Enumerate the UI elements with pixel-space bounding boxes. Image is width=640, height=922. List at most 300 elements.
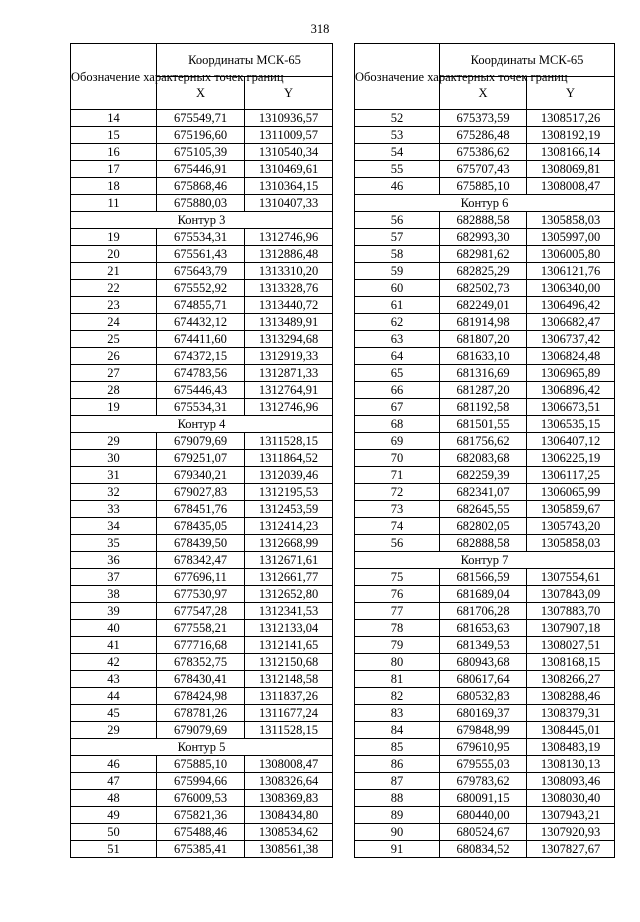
x-value: 681633,10 <box>440 348 527 365</box>
table-row <box>355 790 615 807</box>
table-row <box>355 127 615 144</box>
table-row <box>71 331 333 348</box>
y-value: 1310469,61 <box>245 161 333 178</box>
x-value: 680617,64 <box>440 671 527 688</box>
table-row <box>71 552 333 569</box>
y-value: 1306005,80 <box>527 246 615 263</box>
point-id: 29 <box>71 722 157 739</box>
y-value: 1312764,91 <box>245 382 333 399</box>
x-value: 678430,41 <box>157 671 245 688</box>
table-row <box>355 671 615 688</box>
x-value: 682249,01 <box>440 297 527 314</box>
table-row <box>71 399 333 416</box>
y-value: 1306824,48 <box>527 348 615 365</box>
x-value: 675386,62 <box>440 144 527 161</box>
point-id: 37 <box>71 569 157 586</box>
y-value: 1313489,91 <box>245 314 333 331</box>
x-value: 682888,58 <box>440 535 527 552</box>
table-row <box>71 501 333 518</box>
table-row <box>355 110 615 127</box>
x-value: 681501,55 <box>440 416 527 433</box>
y-value: 1306496,42 <box>527 297 615 314</box>
table-row <box>355 144 615 161</box>
contour-row <box>355 195 615 212</box>
coordinates-table-right <box>354 43 615 858</box>
x-value: 675561,43 <box>157 246 245 263</box>
y-value: 1308561,38 <box>245 841 333 858</box>
table-row <box>71 246 333 263</box>
table-row <box>71 484 333 501</box>
y-value: 1306225,19 <box>527 450 615 467</box>
point-id: 29 <box>71 433 157 450</box>
y-value: 1312661,77 <box>245 569 333 586</box>
table-row <box>355 535 615 552</box>
point-id: 52 <box>355 110 440 127</box>
point-id: 23 <box>71 297 157 314</box>
table-row <box>355 603 615 620</box>
point-id: 56 <box>355 212 440 229</box>
x-value: 680440,00 <box>440 807 527 824</box>
y-value: 1307827,67 <box>527 841 615 858</box>
table-row <box>355 484 615 501</box>
x-value: 679610,95 <box>440 739 527 756</box>
x-value: 682083,68 <box>440 450 527 467</box>
y-value: 1308369,83 <box>245 790 333 807</box>
coordinates-table-left <box>70 43 333 858</box>
y-value: 1312148,58 <box>245 671 333 688</box>
table-row <box>71 705 333 722</box>
x-value: 682645,55 <box>440 501 527 518</box>
table-row <box>355 705 615 722</box>
table-row <box>355 348 615 365</box>
y-value: 1308326,64 <box>245 773 333 790</box>
table-row <box>71 178 333 195</box>
x-value: 681756,62 <box>440 433 527 450</box>
table-row <box>355 331 615 348</box>
table-row <box>71 790 333 807</box>
point-id: 30 <box>71 450 157 467</box>
y-value: 1305858,03 <box>527 212 615 229</box>
point-id: 14 <box>71 110 157 127</box>
point-id: 82 <box>355 688 440 705</box>
table-row <box>71 620 333 637</box>
point-id: 42 <box>71 654 157 671</box>
table-row <box>355 263 615 280</box>
point-id: 38 <box>71 586 157 603</box>
y-value: 1308166,14 <box>527 144 615 161</box>
table-row <box>71 518 333 535</box>
point-id: 66 <box>355 382 440 399</box>
y-value: 1312453,59 <box>245 501 333 518</box>
x-value: 679783,62 <box>440 773 527 790</box>
y-value: 1308130,13 <box>527 756 615 773</box>
point-id: 56 <box>355 535 440 552</box>
point-id: 24 <box>71 314 157 331</box>
y-value: 1308093,46 <box>527 773 615 790</box>
point-id: 40 <box>71 620 157 637</box>
point-id: 51 <box>71 841 157 858</box>
table-row <box>71 671 333 688</box>
point-id: 17 <box>71 161 157 178</box>
table-row <box>71 144 333 161</box>
x-value: 681689,04 <box>440 586 527 603</box>
x-value: 675552,92 <box>157 280 245 297</box>
table-row <box>71 348 333 365</box>
point-id: 47 <box>71 773 157 790</box>
point-id: 25 <box>71 331 157 348</box>
x-value: 675488,46 <box>157 824 245 841</box>
x-value: 677716,68 <box>157 637 245 654</box>
x-value: 679079,69 <box>157 722 245 739</box>
y-value: 1307907,18 <box>527 620 615 637</box>
table-row <box>71 195 333 212</box>
x-value: 679079,69 <box>157 433 245 450</box>
x-value: 675994,66 <box>157 773 245 790</box>
x-value: 682802,05 <box>440 518 527 535</box>
y-value: 1308434,80 <box>245 807 333 824</box>
y-header: Y <box>527 77 615 110</box>
table-row <box>355 314 615 331</box>
y-value: 1306673,51 <box>527 399 615 416</box>
x-value: 679555,03 <box>440 756 527 773</box>
point-id: 61 <box>355 297 440 314</box>
point-id: 73 <box>355 501 440 518</box>
point-id: 44 <box>71 688 157 705</box>
x-value: 675105,39 <box>157 144 245 161</box>
point-id: 46 <box>355 178 440 195</box>
point-id: 26 <box>71 348 157 365</box>
table-row <box>71 110 333 127</box>
table-row <box>355 416 615 433</box>
x-value: 675868,46 <box>157 178 245 195</box>
x-value: 682259,39 <box>440 467 527 484</box>
x-value: 678781,26 <box>157 705 245 722</box>
y-value: 1308192,19 <box>527 127 615 144</box>
point-id: 20 <box>71 246 157 263</box>
table-row <box>355 501 615 518</box>
point-id: 31 <box>71 467 157 484</box>
y-value: 1306896,42 <box>527 382 615 399</box>
x-value: 674432,12 <box>157 314 245 331</box>
x-value: 681566,59 <box>440 569 527 586</box>
x-value: 681653,63 <box>440 620 527 637</box>
point-id: 74 <box>355 518 440 535</box>
point-id: 70 <box>355 450 440 467</box>
table-row <box>71 297 333 314</box>
y-value: 1312341,53 <box>245 603 333 620</box>
y-value: 1310407,33 <box>245 195 333 212</box>
x-value: 681316,69 <box>440 365 527 382</box>
y-value: 1308534,62 <box>245 824 333 841</box>
table-row <box>71 773 333 790</box>
point-id: 48 <box>71 790 157 807</box>
y-value: 1308027,51 <box>527 637 615 654</box>
point-id: 77 <box>355 603 440 620</box>
x-value: 675643,79 <box>157 263 245 280</box>
point-id: 50 <box>71 824 157 841</box>
table-row <box>71 841 333 858</box>
point-id: 63 <box>355 331 440 348</box>
table-row <box>355 365 615 382</box>
x-value: 680834,52 <box>440 841 527 858</box>
y-value: 1305858,03 <box>527 535 615 552</box>
point-id: 75 <box>355 569 440 586</box>
x-value: 682981,62 <box>440 246 527 263</box>
y-value: 1312871,33 <box>245 365 333 382</box>
y-value: 1313328,76 <box>245 280 333 297</box>
y-value: 1312652,80 <box>245 586 333 603</box>
contour-label: Контур 5 <box>71 739 333 756</box>
point-id: 86 <box>355 756 440 773</box>
point-id: 59 <box>355 263 440 280</box>
point-id: 72 <box>355 484 440 501</box>
y-value: 1308517,26 <box>527 110 615 127</box>
x-value: 675549,71 <box>157 110 245 127</box>
table-row <box>71 654 333 671</box>
table-row <box>71 127 333 144</box>
x-value: 674855,71 <box>157 297 245 314</box>
table-row <box>355 722 615 739</box>
point-id: 16 <box>71 144 157 161</box>
y-value: 1312133,04 <box>245 620 333 637</box>
x-value: 674411,60 <box>157 331 245 348</box>
table-row <box>71 161 333 178</box>
table-row <box>71 263 333 280</box>
point-id: 78 <box>355 620 440 637</box>
point-id: 27 <box>71 365 157 382</box>
x-value: 682993,30 <box>440 229 527 246</box>
point-id: 43 <box>71 671 157 688</box>
y-value: 1312141,65 <box>245 637 333 654</box>
table-row <box>355 739 615 756</box>
x-value: 680169,37 <box>440 705 527 722</box>
y-value: 1312746,96 <box>245 229 333 246</box>
x-value: 678439,50 <box>157 535 245 552</box>
y-value: 1308288,46 <box>527 688 615 705</box>
x-header: X <box>440 77 527 110</box>
y-value: 1307843,09 <box>527 586 615 603</box>
point-id: 91 <box>355 841 440 858</box>
coords-header: Координаты МСК-65 <box>157 44 333 77</box>
point-id: 88 <box>355 790 440 807</box>
x-value: 675373,59 <box>440 110 527 127</box>
y-value: 1310540,34 <box>245 144 333 161</box>
y-value: 1311837,26 <box>245 688 333 705</box>
point-id: 58 <box>355 246 440 263</box>
y-value: 1306737,42 <box>527 331 615 348</box>
y-value: 1311528,15 <box>245 433 333 450</box>
x-value: 682888,58 <box>440 212 527 229</box>
y-value: 1311528,15 <box>245 722 333 739</box>
point-id: 55 <box>355 161 440 178</box>
x-value: 682825,29 <box>440 263 527 280</box>
table-row <box>71 467 333 484</box>
x-value: 678342,47 <box>157 552 245 569</box>
table-row <box>355 450 615 467</box>
point-id: 19 <box>71 399 157 416</box>
table-row <box>355 246 615 263</box>
x-value: 682502,73 <box>440 280 527 297</box>
x-value: 680943,68 <box>440 654 527 671</box>
y-value: 1311677,24 <box>245 705 333 722</box>
x-value: 678424,98 <box>157 688 245 705</box>
x-header: X <box>157 77 245 110</box>
designation-header: Обозначение характерных точек границ <box>355 44 440 110</box>
contour-row <box>355 552 615 569</box>
point-id: 15 <box>71 127 157 144</box>
y-value: 1312886,48 <box>245 246 333 263</box>
y-value: 1312668,99 <box>245 535 333 552</box>
coords-header: Координаты МСК-65 <box>440 44 615 77</box>
y-value: 1307920,93 <box>527 824 615 841</box>
table-row <box>71 637 333 654</box>
point-id: 54 <box>355 144 440 161</box>
point-id: 35 <box>71 535 157 552</box>
point-id: 79 <box>355 637 440 654</box>
point-id: 11 <box>71 195 157 212</box>
table-row <box>355 433 615 450</box>
point-id: 85 <box>355 739 440 756</box>
x-value: 681349,53 <box>440 637 527 654</box>
y-value: 1312150,68 <box>245 654 333 671</box>
point-id: 71 <box>355 467 440 484</box>
x-value: 681807,20 <box>440 331 527 348</box>
table-row <box>71 535 333 552</box>
table-row <box>355 178 615 195</box>
table-row <box>71 229 333 246</box>
contour-label: Контур 6 <box>355 195 615 212</box>
table-row <box>355 620 615 637</box>
point-id: 64 <box>355 348 440 365</box>
x-value: 675707,43 <box>440 161 527 178</box>
contour-label: Контур 7 <box>355 552 615 569</box>
table-row <box>355 773 615 790</box>
x-value: 678451,76 <box>157 501 245 518</box>
table-row <box>355 382 615 399</box>
y-value: 1306535,15 <box>527 416 615 433</box>
point-id: 45 <box>71 705 157 722</box>
table-row <box>71 569 333 586</box>
y-value: 1306340,00 <box>527 280 615 297</box>
point-id: 53 <box>355 127 440 144</box>
x-value: 680091,15 <box>440 790 527 807</box>
y-value: 1305743,20 <box>527 518 615 535</box>
y-value: 1313310,20 <box>245 263 333 280</box>
y-value: 1306407,12 <box>527 433 615 450</box>
table-row <box>355 586 615 603</box>
x-value: 676009,53 <box>157 790 245 807</box>
y-value: 1312414,23 <box>245 518 333 535</box>
y-value: 1312746,96 <box>245 399 333 416</box>
x-value: 682341,07 <box>440 484 527 501</box>
table-row <box>355 280 615 297</box>
x-value: 678435,05 <box>157 518 245 535</box>
point-id: 46 <box>71 756 157 773</box>
point-id: 18 <box>71 178 157 195</box>
x-value: 681287,20 <box>440 382 527 399</box>
table-row <box>355 399 615 416</box>
y-value: 1312195,53 <box>245 484 333 501</box>
table-row <box>71 807 333 824</box>
x-value: 677547,28 <box>157 603 245 620</box>
point-id: 89 <box>355 807 440 824</box>
x-value: 679251,07 <box>157 450 245 467</box>
x-value: 677558,21 <box>157 620 245 637</box>
y-value: 1307883,70 <box>527 603 615 620</box>
table-row <box>71 603 333 620</box>
table-row <box>355 824 615 841</box>
y-value: 1308379,31 <box>527 705 615 722</box>
table-row <box>355 297 615 314</box>
point-id: 67 <box>355 399 440 416</box>
page-number: 318 <box>310 22 330 36</box>
table-row <box>71 280 333 297</box>
y-value: 1313294,68 <box>245 331 333 348</box>
point-id: 22 <box>71 280 157 297</box>
y-value: 1305997,00 <box>527 229 615 246</box>
table-body-left <box>71 44 333 858</box>
contour-label: Контур 3 <box>71 212 333 229</box>
y-value: 1311009,57 <box>245 127 333 144</box>
y-value: 1307554,61 <box>527 569 615 586</box>
y-value: 1310936,57 <box>245 110 333 127</box>
point-id: 28 <box>71 382 157 399</box>
x-value: 674372,15 <box>157 348 245 365</box>
x-value: 677696,11 <box>157 569 245 586</box>
y-value: 1308483,19 <box>527 739 615 756</box>
point-id: 90 <box>355 824 440 841</box>
table-row <box>355 212 615 229</box>
table-body-right <box>355 44 615 858</box>
point-id: 21 <box>71 263 157 280</box>
y-value: 1312919,33 <box>245 348 333 365</box>
x-value: 675821,36 <box>157 807 245 824</box>
x-value: 675385,41 <box>157 841 245 858</box>
y-value: 1306065,99 <box>527 484 615 501</box>
x-value: 680524,67 <box>440 824 527 841</box>
point-id: 69 <box>355 433 440 450</box>
contour-row <box>71 739 333 756</box>
table-row <box>71 314 333 331</box>
header-row <box>71 44 333 77</box>
point-id: 84 <box>355 722 440 739</box>
x-value: 681192,58 <box>440 399 527 416</box>
x-value: 678352,75 <box>157 654 245 671</box>
y-value: 1305859,67 <box>527 501 615 518</box>
y-value: 1311864,52 <box>245 450 333 467</box>
point-id: 60 <box>355 280 440 297</box>
point-id: 36 <box>71 552 157 569</box>
table-row <box>355 229 615 246</box>
contour-row <box>71 416 333 433</box>
point-id: 34 <box>71 518 157 535</box>
point-id: 87 <box>355 773 440 790</box>
contour-row <box>71 212 333 229</box>
table-row <box>355 518 615 535</box>
table-row <box>71 586 333 603</box>
y-value: 1306121,76 <box>527 263 615 280</box>
table-row <box>71 824 333 841</box>
y-value: 1308445,01 <box>527 722 615 739</box>
x-value: 675446,91 <box>157 161 245 178</box>
point-id: 32 <box>71 484 157 501</box>
table-row <box>355 637 615 654</box>
x-value: 675534,31 <box>157 229 245 246</box>
x-value: 675534,31 <box>157 399 245 416</box>
point-id: 39 <box>71 603 157 620</box>
point-id: 33 <box>71 501 157 518</box>
y-value: 1307943,21 <box>527 807 615 824</box>
